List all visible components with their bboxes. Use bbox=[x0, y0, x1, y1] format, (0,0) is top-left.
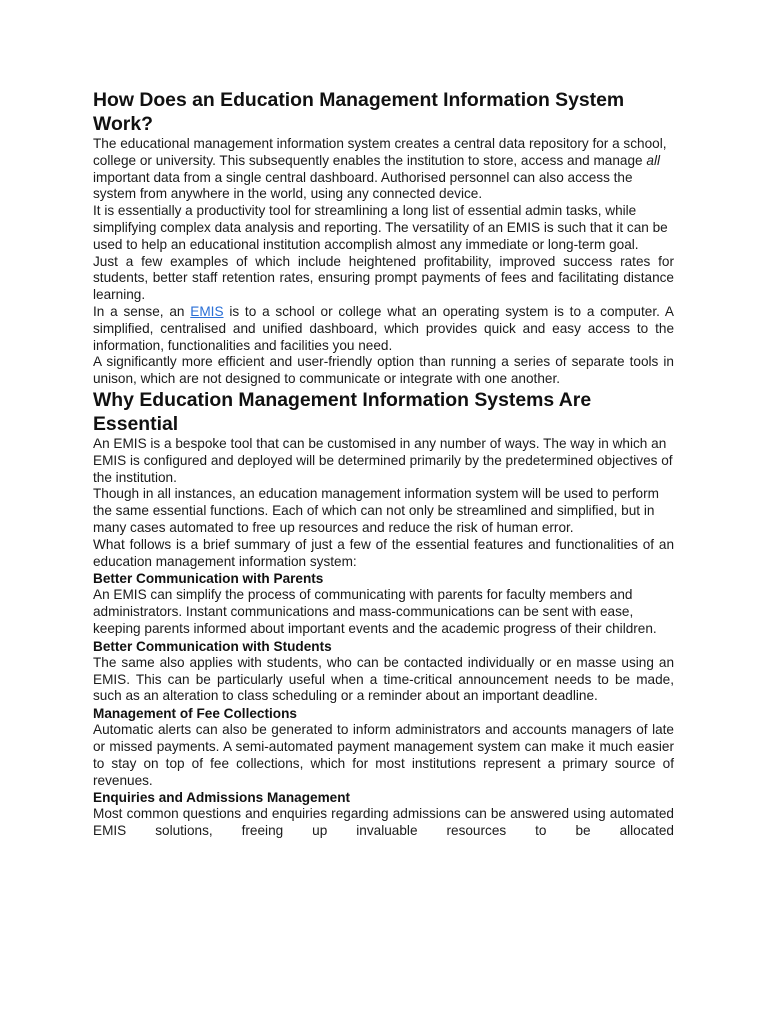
paragraph-essential-functions: Though in all instances, an education management information system will be used to perform the same essential functions. Each of which can not only be streamlined and simplified, but in many cases automated to free up resources and reduce the risk of human error. bbox=[93, 486, 659, 535]
paragraph-summary-intro: What follows is a brief summary of just a few of the essential features and functionalities of an education management information system: bbox=[93, 536, 674, 569]
paragraph-examples: Just a few examples of which include heightened profitability, improved success rates for students, better staff retention rates, ensuring prompt payments of fees and facilitating distance learning. bbox=[93, 253, 674, 303]
paragraph-parents: An EMIS can simplify the process of communicating with parents for faculty members and administrators. Instant communications and mass-communications can be sent with ease, keeping parents informed about important events and the academic progress of their children. bbox=[93, 587, 657, 636]
subheading-communication-students: Better Communication with Students bbox=[93, 638, 332, 654]
document-page bbox=[93, 88, 674, 840]
paragraph-text: important data from a single central dashboard. Authorised personnel can also access the system from anywhere in the world, using any connected device. bbox=[93, 169, 633, 202]
subheading-communication-parents: Better Communication with Parents bbox=[93, 571, 324, 587]
paragraph-text: is to a school or college what an operating system is to a computer. A simplified, centralised and unified dashboard, which provides quick and easy access to the information, functionalities and facilities you need. bbox=[93, 303, 674, 353]
paragraph-text: In a sense, an bbox=[93, 303, 191, 319]
paragraph-efficient-option: A significantly more efficient and user-friendly option than running a series of separate tools in unison, which are not designed to communicate or integrate with one another. bbox=[93, 354, 674, 387]
heading-why-emis-essential: Why Education Management Information Systems Are Essential bbox=[93, 388, 592, 435]
heading-how-emis-works: How Does an Education Management Information System Work? bbox=[93, 89, 625, 135]
paragraph-enquiries: Most common questions and enquiries regarding admissions can be answered using automated EMIS solutions, freeing up invaluable resources to be allocated bbox=[93, 806, 674, 839]
paragraph-text: The educational management information system creates a central data repository for a school, college or university. This subsequently enables the institution to store, access and manage bbox=[93, 136, 667, 168]
paragraph-operating-system bbox=[93, 304, 674, 354]
paragraph-productivity-tool: It is essentially a productivity tool for streamlining a long list of essential admin tasks, while simplifying complex data analysis and reporting. The versatility of an EMIS is such that it can be used to help an educational institution accomplish almost any immediate or long-term goal. bbox=[93, 203, 668, 252]
emphasis-all: all bbox=[646, 152, 660, 168]
paragraph-bespoke-tool: An EMIS is a bespoke tool that can be customised in any number of ways. The way in which an EMIS is configured and deployed will be determined primarily by the predetermined objectives of the institution. bbox=[93, 435, 673, 485]
subheading-fee-collections: Management of Fee Collections bbox=[93, 706, 297, 722]
paragraph-fees: Automatic alerts can also be generated to inform administrators and accounts managers of late or missed payments. A semi-automated payment management system can make it much easier to stay on top of fee collections, which for most institutions represent a primary source of revenues. bbox=[93, 722, 674, 788]
subheading-enquiries-admissions: Enquiries and Admissions Management bbox=[93, 790, 351, 806]
emis-link[interactable]: EMIS bbox=[190, 303, 224, 319]
paragraph-students: The same also applies with students, who can be contacted individually or en masse using an EMIS. This can be particularly useful when a time-critical announcement needs to be made, such as an alteration to class scheduling or a reminder about an important deadline. bbox=[93, 654, 674, 704]
paragraph-central-repository bbox=[93, 136, 674, 203]
